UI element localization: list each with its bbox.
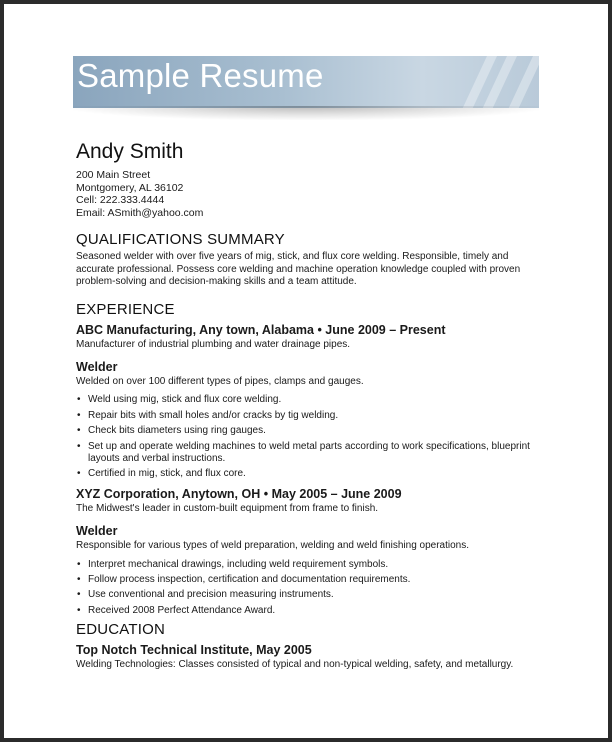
candidate-name: Andy Smith <box>76 140 184 163</box>
job-company-desc: Manufacturer of industrial plumbing and water drainage pipes. <box>76 338 351 350</box>
job-company-line: ABC Manufacturing, Any town, Alabama • June 2009 – Present <box>76 322 446 337</box>
title-banner <box>73 56 539 108</box>
job-role: Welder <box>76 524 118 539</box>
list-item: • Certified in mig, stick, and flux core. <box>88 468 546 480</box>
cell-phone: Cell: 222.333.4444 <box>76 194 165 207</box>
job-role-desc: Responsible for various types of weld preparation, welding and weld finishing operations. <box>76 540 470 552</box>
list-item: • Weld using mig, stick and flux core welding. <box>88 394 546 406</box>
list-item: • Check bits diameters using ring gauges. <box>88 425 546 437</box>
education-detail: Welding Technologies: Classes consisted of typical and non-typical welding, safety, and metallurgy. <box>76 659 514 671</box>
resume-body <box>76 140 546 672</box>
email-address: Email: ASmith@yahoo.com <box>76 206 204 219</box>
education-heading: EDUCATION <box>76 621 166 639</box>
job-role-desc: Welded on over 100 different types of pipes, clamps and gauges. <box>76 376 364 387</box>
document-title: Sample Resume <box>77 57 324 94</box>
contact-block <box>76 169 546 219</box>
job-duties-list <box>76 394 546 480</box>
experience-heading: EXPERIENCE <box>76 300 175 318</box>
list-item: • Set up and operate welding machines to weld metal parts according to work specifications, blueprint layouts and verbal instructions. <box>88 441 546 466</box>
job-entry <box>76 323 546 481</box>
list-item: • Interpret mechanical drawings, including weld requirement symbols. <box>88 559 546 571</box>
list-item: • Use conventional and precision measuring instruments. <box>88 589 546 601</box>
address-line-1: 200 Main Street <box>76 169 151 181</box>
qualifications-text: Seasoned welder with over five years of mig, stick, and flux core welding. Responsible, timely and accurate professional. Possess core welding and machine operation knowledge coupled with proven problem-solving and decision-making skills and a team attitude. <box>76 251 521 288</box>
banner-shadow <box>73 106 539 120</box>
job-entry <box>76 487 546 617</box>
job-role: Welder <box>76 360 118 374</box>
qualifications-heading: QUALIFICATIONS SUMMARY <box>76 231 285 249</box>
job-duties-list <box>76 559 546 618</box>
list-item: • Follow process inspection, certification and documentation requirements. <box>88 574 546 586</box>
school-line: Top Notch Technical Institute, May 2005 <box>76 643 312 658</box>
address-line-2: Montgomery, AL 36102 <box>76 181 184 194</box>
list-item: • Received 2008 Perfect Attendance Award. <box>88 605 546 617</box>
job-company-line: XYZ Corporation, Anytown, OH • May 2005 – June 2009 <box>76 486 402 501</box>
list-item: • Repair bits with small holes and/or cracks by tig welding. <box>88 410 546 422</box>
job-company-desc: The Midwest's leader in custom-built equipment from frame to finish. <box>76 502 379 514</box>
